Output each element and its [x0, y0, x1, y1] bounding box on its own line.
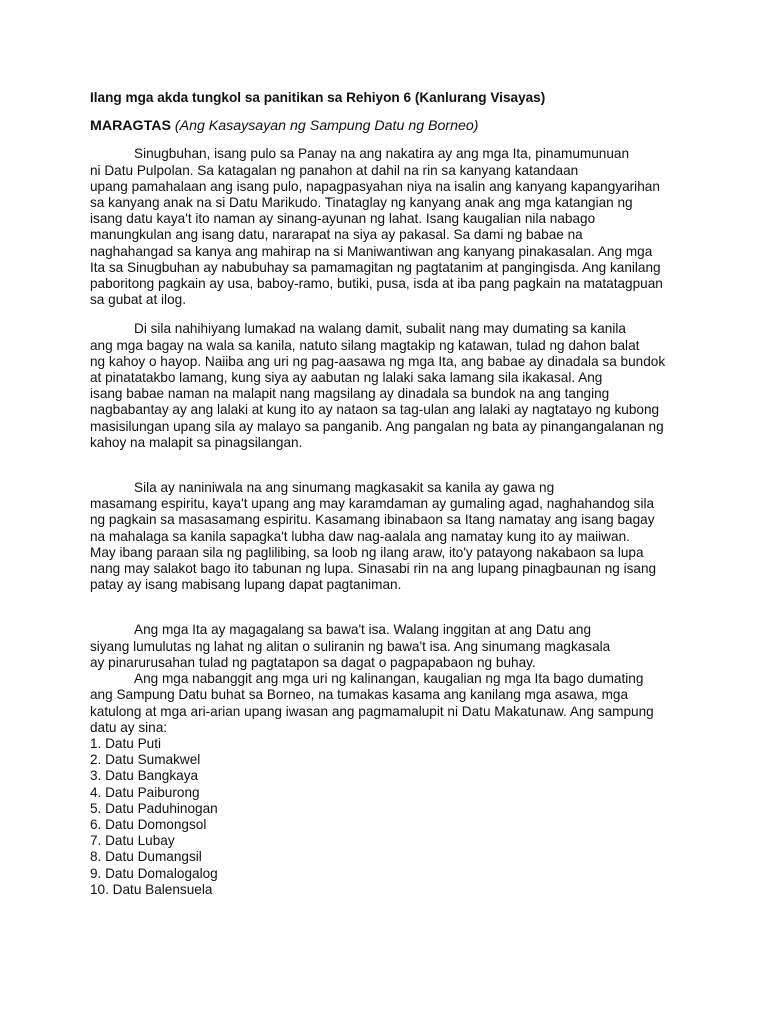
paragraph-line: Sila ay naniniwala na ang sinumang magkasakit sa kanila ay gawa ng [134, 480, 555, 496]
document-page [90, 90, 690, 898]
paragraph-line: Ita sa Sinugbuhan ay nabubuhay sa pamamagitan ng pagtatanim at pangingisda. Ang kanilang [90, 259, 661, 275]
paragraph-line: kahoy na malapit sa pinagsilangan. [90, 434, 303, 450]
datu-list [90, 736, 690, 898]
paragraph-line: ng kahoy o hayop. Naiiba ang uri ng pag-aasawa ng mga Ita, ang babae ay dinadala sa bundok [90, 353, 666, 369]
paragraph-line: Di sila nahihiyang lumakad na walang damit, subalit nang may dumating sa kanila [134, 321, 626, 337]
list-item: 9. Datu Domalogalog [90, 865, 218, 881]
paragraph-line: isang datu kaya't ito naman ay sinang-ayunan ng lahat. Isang kaugalian nila nabago [90, 211, 596, 227]
paragraph-line: nagbabantay ay ang lalaki at kung ito ay nataon sa tag-ulan ang lalaki ay nagtatayo ng kubong [90, 402, 660, 418]
paragraph-line: isang babae naman na malapit nang magsilang ay dinadala sa bundok na ang tanging [90, 386, 610, 402]
paragraph-5 [90, 671, 690, 736]
paragraph-line: Ang mga nabanggit ang mga uri ng kalinangan, kaugalian ng mga Ita bago dumating [134, 671, 644, 687]
paragraph-line: Ang mga Ita ay magagalang sa bawa't isa. Walang inggitan at ang Datu ang [134, 622, 592, 638]
paragraph-line: na mahalaga sa kanila sapagka't lubha daw nag-aalala ang namatay kung ito ay maiiwan. [90, 528, 630, 544]
paragraph-line: masisilungan upang sila ay malayo sa panganib. Ang pangalan ng bata ay pinangangalanan ng [90, 418, 664, 434]
paragraph-line: nang may salakot bago ito tabunan ng lupa. Sinasabi rin na ang lupang pinagbaunan ng isang [90, 561, 657, 577]
paragraph-line: naghahangad sa kanya ang mahirap na si Maniwantiwan ang kanyang pinakasalan. Ang mga [90, 243, 653, 259]
list-item: 5. Datu Paduhinogan [90, 800, 218, 816]
section-heading-subtitle: (Ang Kasaysayan ng Sampung Datu ng Borneo) [174, 118, 479, 135]
paragraph-line: ng pagkain sa masasamang espiritu. Kasamang ibinabaon sa Itang namatay ang isang bagay [90, 512, 655, 528]
paragraph-1 [90, 146, 690, 308]
paragraph-line: Sinugbuhan, isang pulo sa Panay na ang nakatira ay ang mga Ita, pinamumunuan [134, 146, 630, 162]
paragraph-spacer [90, 308, 690, 321]
document-title: Ilang mga akda tungkol sa panitikan sa Rehiyon 6 (Kanlurang Visayas) [90, 90, 546, 105]
paragraph-line: sa gubat at ilog. [90, 292, 186, 308]
paragraph-line: ay pinarurusahan tulad ng pagtatapon sa dagat o pagpapabaon ng buhay. [90, 654, 536, 670]
paragraph-line: at pinatatakbo lamang, kung siya ay aabutan ng lalaki saka lamang sila ikakasal. Ang [90, 370, 603, 386]
paragraph-line: masamang espiritu, kaya't upang ang may karamdaman ay gumaling agad, naghahandog sila [90, 496, 655, 512]
paragraph-spacer [90, 451, 690, 480]
list-item: 10. Datu Balensuela [90, 881, 213, 897]
section-heading-main: MARAGTAS [90, 118, 171, 135]
paragraph-2 [90, 321, 690, 451]
paragraph-spacer [90, 593, 690, 622]
paragraph-line: May ibang paraan sila ng paglilibing, sa loob ng ilang araw, ito'y patayong nakabaon sa lupa [90, 544, 644, 560]
paragraph-3 [90, 480, 690, 593]
paragraph-4 [90, 622, 690, 671]
paragraph-line: sa kanyang anak na si Datu Marikudo. Tinataglay ng kanyang anak ang mga katangian ng [90, 195, 633, 211]
paragraph-line: siyang lumulutas ng lahat ng alitan o suliranin ng bawa't isa. Ang sinumang magkasala [90, 638, 611, 654]
paragraph-line: ang mga bagay na wala sa kanila, natuto silang magtakip ng katawan, tulad ng dahon balat [90, 337, 640, 353]
paragraph-line: manungkulan ang isang datu, nararapat na siya ay pakasal. Sa dami ng babae na [90, 227, 583, 243]
paragraph-line: upang pamahalaan ang isang pulo, napagpasyahan niya na isalin ang kanyang kapangyarihan [90, 178, 660, 194]
paragraph-line: datu ay sina: [90, 719, 168, 735]
list-item: 6. Datu Domongsol [90, 816, 207, 832]
list-item: 4. Datu Paiburong [90, 784, 200, 800]
paragraph-line: ang Sampung Datu buhat sa Borneo, na tumakas kasama ang kanilang mga asawa, mga [90, 687, 629, 703]
paragraph-line: ni Datu Pulpolan. Sa katagalan ng panahon at dahil na rin sa kanyang katandaan [90, 162, 579, 178]
list-item: 8. Datu Dumangsil [90, 849, 202, 865]
paragraph-line: katulong at mga ari-arian upang iwasan ang pagmamalupit ni Datu Makatunaw. Ang sampung [90, 703, 654, 719]
paragraph-line: paboritong pagkain ay usa, baboy-ramo, butiki, pusa, isda at iba pang pagkain na matatagpuan [90, 276, 663, 292]
paragraph-line: patay ay isang mabisang lupang dapat pagtaniman. [90, 577, 402, 593]
list-item: 3. Datu Bangkaya [90, 768, 199, 784]
section-heading [90, 118, 690, 134]
list-item: 7. Datu Lubay [90, 833, 175, 849]
list-item: 2. Datu Sumakwel [90, 752, 201, 768]
list-item: 1. Datu Puti [90, 735, 162, 751]
